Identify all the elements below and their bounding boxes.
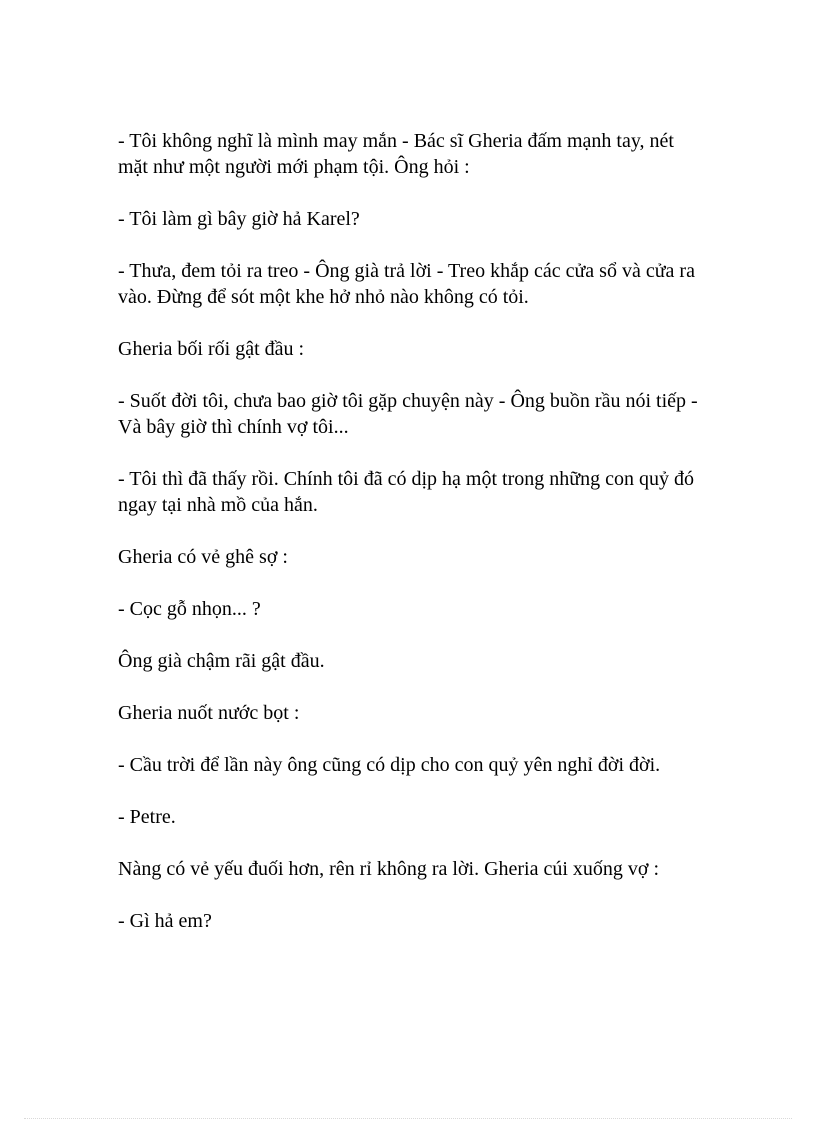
paragraph: Gheria bối rối gật đầu : xyxy=(118,338,305,360)
paragraph: - Suốt đời tôi, chưa bao giờ tôi gặp chuyện này - Ông buồn rầu nói tiếp - Và bây giờ thì chính vợ tôi... xyxy=(118,390,698,438)
paragraph: - Tôi thì đã thấy rồi. Chính tôi đã có dịp hạ một trong những con quỷ đó ngay tại nhà mồ của hắn. xyxy=(118,468,694,516)
paragraph: - Cọc gỗ nhọn... ? xyxy=(118,598,261,620)
paragraph: Nàng có vẻ yếu đuối hơn, rên rỉ không ra lời. Gheria cúi xuống vợ : xyxy=(118,858,660,880)
paragraph: - Cầu trời để lần này ông cũng có dịp cho con quỷ yên nghỉ đời đời. xyxy=(118,754,661,776)
paragraph: - Thưa, đem tỏi ra treo - Ông già trả lời - Treo khắp các cửa sổ và cửa ra vào. Đừng để sót một khe hở nhỏ nào không có tỏi. xyxy=(118,260,695,308)
paragraph: - Gì hả em? xyxy=(118,910,212,932)
page-bottom-border xyxy=(24,1118,792,1119)
paragraph: - Tôi không nghĩ là mình may mắn - Bác sĩ Gheria đấm mạnh tay, nét mặt như một người mới phạm tội. Ông hỏi : xyxy=(118,130,674,178)
paragraph: - Tôi làm gì bây giờ hả Karel? xyxy=(118,208,360,230)
paragraph: Ông già chậm rãi gật đầu. xyxy=(118,650,325,672)
paragraph: Gheria có vẻ ghê sợ : xyxy=(118,546,288,568)
paragraph: - Petre. xyxy=(118,806,176,828)
paragraph: Gheria nuốt nước bọt : xyxy=(118,702,300,724)
document-body xyxy=(118,128,698,960)
